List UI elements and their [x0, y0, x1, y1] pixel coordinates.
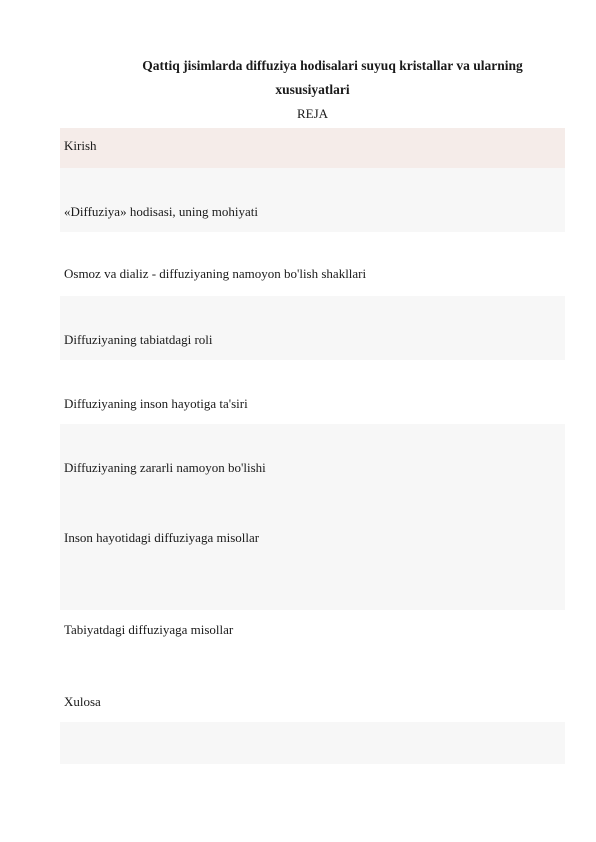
plan-heading: REJA [296, 106, 329, 121]
plan-item-tabiyat-misollar: Tabiyatdagi diffuziyaga misollar [64, 622, 234, 637]
document-title-line-2: xususiyatlari [275, 82, 350, 97]
plan-item-zararli-namoyon: Diffuziyaning zararli namoyon bo'lishi [64, 460, 266, 475]
plan-row-band-1 [60, 128, 565, 168]
plan-item-inson-hayotiga-tasiri: Diffuziyaning inson hayotiga ta'siri [64, 396, 248, 411]
plan-item-osmoz-dializ: Osmoz va dializ - diffuziyaning namoyon bo'lish shakllari [64, 266, 367, 281]
plan-row-band-2 [60, 168, 565, 232]
plan-row-band-6 [60, 424, 565, 610]
plan-item-xulosa: Xulosa [64, 694, 101, 709]
document-title-line-1: Qattiq jisimlarda diffuziya hodisalari suyuq kristallar va ularning [142, 58, 523, 73]
plan-item-diffuziya-hodisasi: «Diffuziya» hodisasi, uning mohiyati [64, 204, 259, 219]
plan-row-band-10 [60, 722, 565, 764]
plan-item-inson-misollar: Inson hayotidagi diffuziyaga misollar [64, 530, 260, 545]
plan-row-band-4 [60, 296, 565, 360]
plan-item-kirish: Kirish [64, 138, 97, 153]
plan-item-tabiatdagi-roli: Diffuziyaning tabiatdagi roli [64, 332, 213, 347]
